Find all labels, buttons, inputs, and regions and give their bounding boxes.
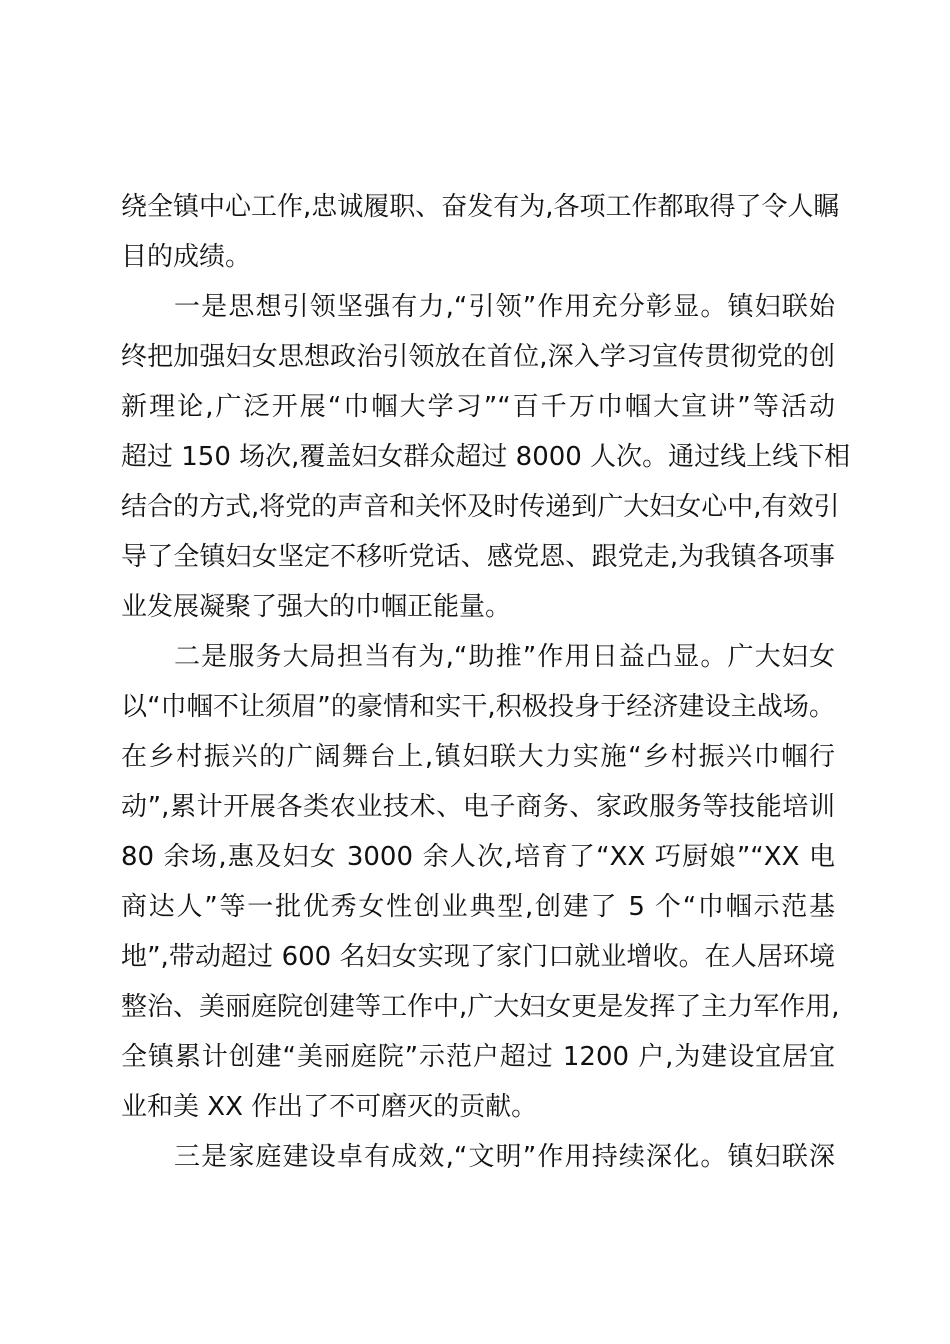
text-line: 目的成绩。 (121, 242, 252, 272)
text-line: 整治、美丽庭院创建等工作中,广大妇女更是发挥了主力军作用, (121, 992, 840, 1022)
text-line: 在乡村振兴的广阔舞台上,镇妇联大力实施“乡村振兴巾帼行 (121, 742, 835, 772)
paragraph-heading-line: 二是服务大局担当有为,“助推”作用日益凸显。广大妇女 (174, 642, 835, 672)
text-line: 导了全镇妇女坚定不移听党话、感党恩、跟党走,为我镇各项事 (121, 542, 835, 572)
text-line: 新理论,广泛开展“巾帼大学习”“百千万巾帼大宣讲”等活动 (121, 392, 835, 422)
text-line: 商达人”等一批优秀女性创业典型,创建了 5 个“巾帼示范基 (121, 892, 835, 922)
text-line: 地”,带动超过 600 名妇女实现了家门口就业增收。在人居环境 (121, 942, 835, 972)
text-line: 业发展凝聚了强大的巾帼正能量。 (121, 592, 512, 622)
text-line: 动”,累计开展各类农业技术、电子商务、家政服务等技能培训 (121, 792, 835, 822)
paragraph-heading-line: 三是家庭建设卓有成效,“文明”作用持续深化。镇妇联深 (174, 1142, 835, 1172)
text-line: 结合的方式,将党的声音和关怀及时传递到广大妇女心中,有效引 (121, 492, 840, 522)
body-text (121, 182, 851, 1182)
text-line: 绕全镇中心工作,忠诚履职、奋发有为,各项工作都取得了令人瞩 (121, 192, 840, 222)
text-line: 以“巾帼不让须眉”的豪情和实干,积极投身于经济建设主战场。 (121, 692, 835, 722)
text-line: 业和美 XX 作出了不可磨灭的贡献。 (121, 1092, 538, 1122)
text-line: 超过 150 场次,覆盖妇女群众超过 8000 人次。通过线上线下相 (121, 442, 851, 472)
text-line: 80 余场,惠及妇女 3000 余人次,培育了“XX 巧厨娘”“XX 电 (121, 842, 835, 872)
paragraph-heading-line: 一是思想引领坚强有力,“引领”作用充分彰显。镇妇联始 (174, 292, 835, 322)
text-line: 终把加强妇女思想政治引领放在首位,深入学习宣传贯彻党的创 (121, 342, 835, 372)
text-line: 全镇累计创建“美丽庭院”示范户超过 1200 户,为建设宜居宜 (121, 1042, 835, 1072)
